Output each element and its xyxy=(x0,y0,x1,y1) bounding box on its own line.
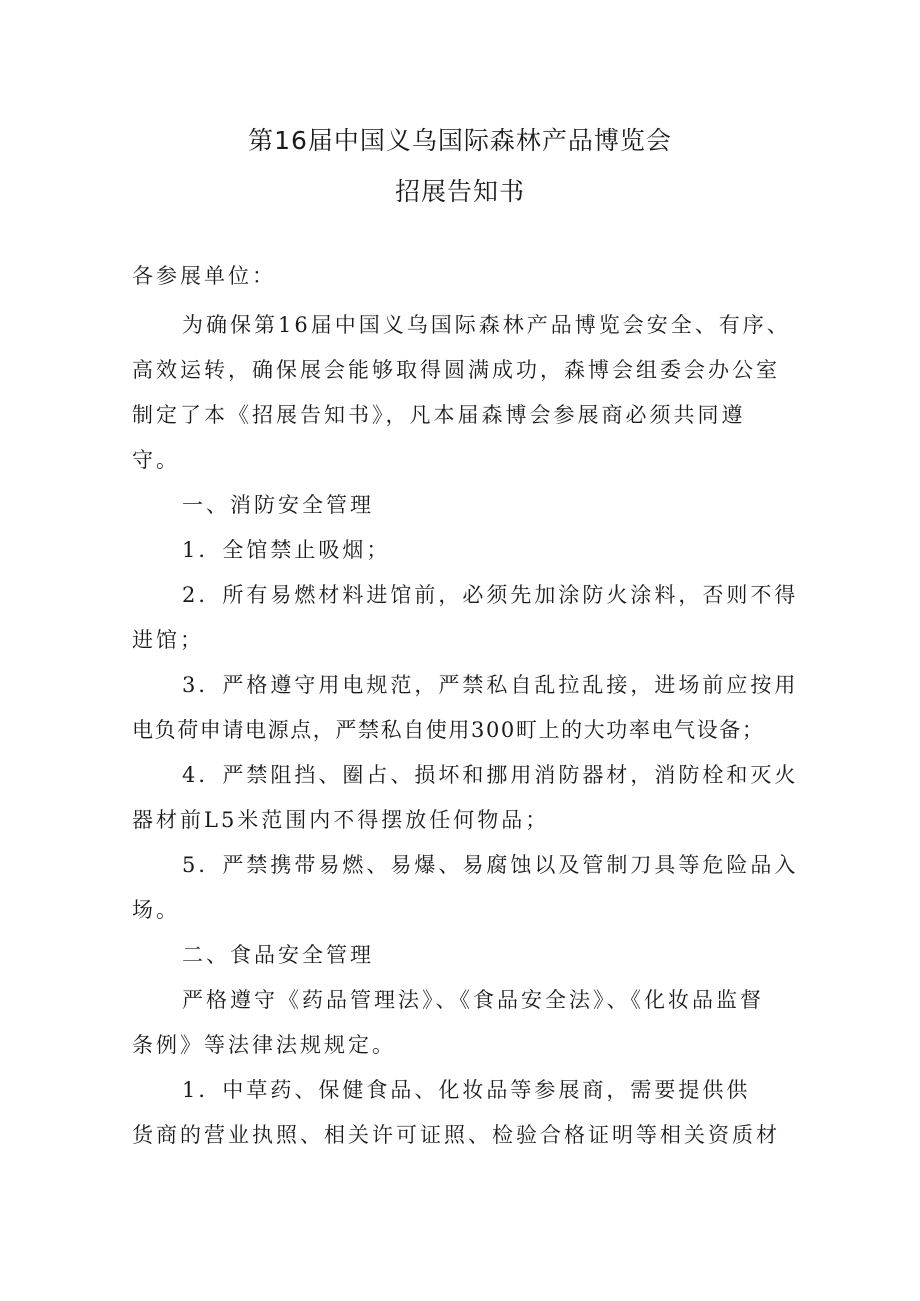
food-rule-1-cont: 货商的营业执照、相关许可证照、检验合格证明等相关资质材 xyxy=(132,1123,780,1147)
salutation: 各参展单位： xyxy=(132,264,276,288)
fire-rule-1: 1．全馆禁止吸烟； xyxy=(182,538,391,562)
food-intro: 严格遵守《药品管理法》、《食品安全法》、《化妆品监督 xyxy=(182,988,764,1012)
intro-line: 制定了本《招展告知书》，凡本届森博会参展商必须共同遵 xyxy=(132,403,746,427)
fire-rule-5-cont: 场。 xyxy=(132,898,180,922)
intro-line: 为确保第16届中国义乌国际森林产品博览会安全、有序、 xyxy=(182,313,791,337)
intro-line: 守。 xyxy=(132,448,180,472)
food-rule-1: 1．中草药、保健食品、化妆品等参展商，需要提供供 xyxy=(182,1078,751,1102)
fire-rule-4-cont: 器材前L5米范围内不得摆放任何物品； xyxy=(132,808,550,832)
fire-rule-4: 4．严禁阻挡、圈占、损坏和挪用消防器材，消防栓和灭火 xyxy=(182,763,799,787)
food-intro-cont: 条例》等法律法规规定。 xyxy=(132,1033,396,1057)
section-heading-food-safety: 二、食品安全管理 xyxy=(182,943,374,967)
section-heading-fire-safety: 一、消防安全管理 xyxy=(182,493,374,517)
fire-rule-5: 5．严禁携带易燃、易爆、易腐蚀以及管制刀具等危险品入 xyxy=(182,853,799,877)
document-title: 第16届中国义乌国际森林产品博览会 xyxy=(248,126,672,155)
intro-line: 高效运转，确保展会能够取得圆满成功，森博会组委会办公室 xyxy=(132,358,780,382)
fire-rule-2-cont: 进馆； xyxy=(132,628,204,652)
fire-rule-3: 3．严格遵守用电规范，严禁私自乱拉乱接，进场前应按用 xyxy=(182,673,799,697)
fire-rule-2: 2．所有易燃材料进馆前，必须先加涂防火涂料，否则不得 xyxy=(182,583,799,607)
document-subtitle: 招展告知书 xyxy=(394,177,525,206)
fire-rule-3-cont: 电负荷申请电源点，严禁私自使用300町上的大功率电气设备； xyxy=(132,718,765,742)
